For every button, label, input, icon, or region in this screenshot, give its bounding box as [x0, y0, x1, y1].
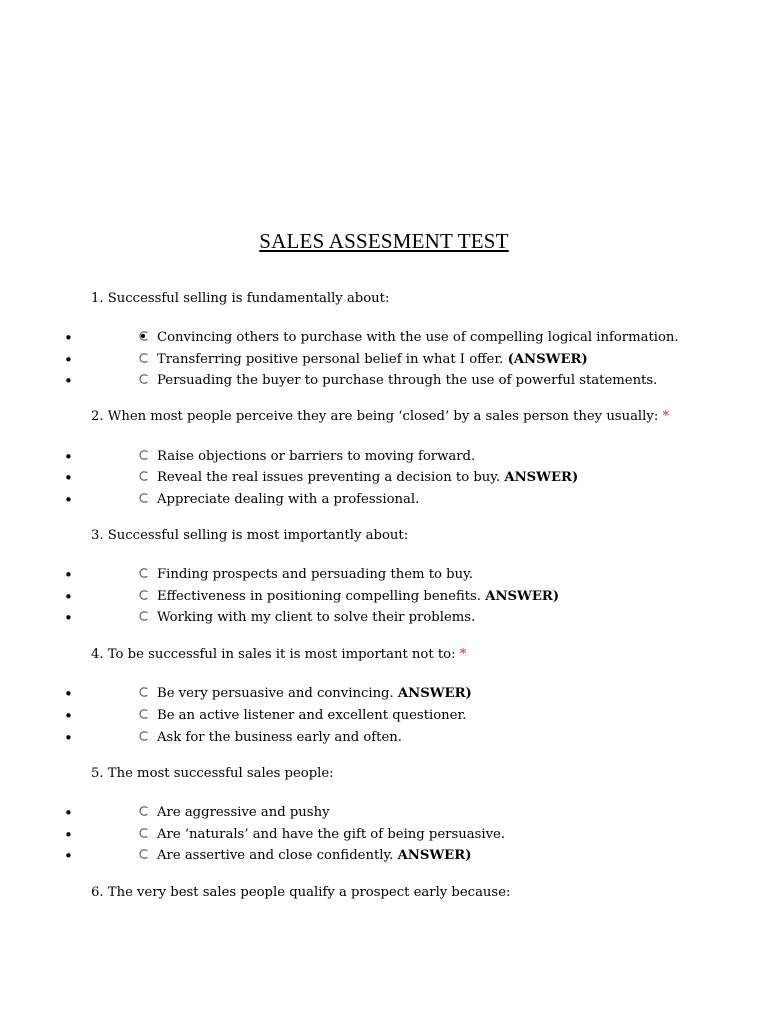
radio-icon[interactable]	[137, 373, 147, 383]
bullet-icon: •	[64, 351, 73, 369]
option-row	[0, 686, 768, 706]
option-row	[0, 848, 768, 868]
question-text: 6. The very best sales people qualify a prospect early because:	[91, 885, 511, 900]
option-label	[157, 470, 578, 485]
option-text: Are assertive and close confidently.	[157, 848, 394, 863]
question-text: 4. To be successful in sales it is most important not to:	[91, 647, 456, 662]
question-4	[91, 647, 466, 662]
option-label	[157, 610, 475, 625]
option-row	[0, 449, 768, 469]
bullet-icon: •	[64, 448, 73, 466]
question-text: 1. Successful selling is fundamentally about:	[91, 291, 390, 306]
question-text: 2. When most people perceive they are being ‘closed’ by a sales person they usually:	[91, 409, 659, 424]
option-label	[157, 686, 472, 701]
radio-icon[interactable]	[137, 470, 147, 480]
option-label	[157, 330, 679, 345]
option-text: Appreciate dealing with a professional.	[157, 492, 420, 507]
option-label	[157, 352, 588, 367]
option-label	[157, 708, 467, 723]
radio-icon[interactable]	[137, 686, 147, 696]
option-label	[157, 492, 419, 507]
bullet-icon: •	[64, 469, 73, 487]
radio-icon[interactable]	[137, 492, 147, 502]
bullet-icon: •	[64, 566, 73, 584]
option-label	[157, 805, 330, 820]
option-text: Raise objections or barriers to moving forward.	[157, 449, 476, 464]
option-row	[0, 730, 768, 750]
bullet-icon: •	[64, 372, 73, 390]
radio-icon[interactable]	[137, 449, 147, 459]
option-text: Transferring positive personal belief in what I offer.	[157, 352, 504, 367]
bullet-icon: •	[64, 804, 73, 822]
option-label	[157, 589, 559, 604]
option-label	[157, 449, 475, 464]
option-row	[0, 330, 768, 350]
radio-icon[interactable]	[137, 589, 147, 599]
option-text: Effectiveness in positioning compelling benefits.	[157, 589, 482, 604]
option-row	[0, 352, 768, 372]
required-marker: *	[662, 409, 670, 424]
option-text: Reveal the real issues preventing a decision to buy.	[157, 470, 501, 485]
bullet-icon: •	[64, 588, 73, 606]
radio-icon[interactable]	[137, 567, 147, 577]
answer-marker: ANSWER)	[397, 848, 472, 863]
bullet-icon: •	[64, 685, 73, 703]
option-text: Working with my client to solve their problems.	[157, 610, 476, 625]
option-text: Convincing others to purchase with the use of compelling logical information.	[157, 330, 679, 345]
radio-icon[interactable]	[137, 805, 147, 815]
option-label	[157, 827, 505, 842]
option-row	[0, 589, 768, 609]
option-row	[0, 805, 768, 825]
option-row	[0, 827, 768, 847]
answer-marker: (ANSWER)	[507, 352, 588, 367]
question-text: 3. Successful selling is most importantly about:	[91, 528, 409, 543]
option-text: Be very persuasive and convincing.	[157, 686, 394, 701]
bullet-icon: •	[64, 729, 73, 747]
option-text: Finding prospects and persuading them to buy.	[157, 567, 473, 582]
radio-icon[interactable]	[137, 610, 147, 620]
option-text: Ask for the business early and often.	[157, 730, 402, 745]
option-text: Are ‘naturals’ and have the gift of being persuasive.	[157, 827, 506, 842]
answer-marker: ANSWER)	[485, 589, 560, 604]
question-text: 5. The most successful sales people:	[91, 766, 334, 781]
bullet-icon: •	[64, 491, 73, 509]
option-label	[157, 730, 402, 745]
answer-marker: ANSWER)	[397, 686, 472, 701]
question-3	[91, 528, 408, 543]
bullet-icon: •	[64, 609, 73, 627]
option-label	[157, 848, 471, 863]
radio-icon[interactable]	[137, 827, 147, 837]
option-row	[0, 470, 768, 490]
option-text: Be an active listener and excellent questioner.	[157, 708, 467, 723]
page-title: SALES ASSESMENT TEST	[259, 229, 509, 253]
question-2	[91, 409, 669, 424]
radio-selected-icon[interactable]	[137, 330, 147, 340]
option-row	[0, 708, 768, 728]
radio-icon[interactable]	[137, 730, 147, 740]
question-6	[91, 885, 510, 900]
radio-icon[interactable]	[137, 848, 147, 858]
option-text: Persuading the buyer to purchase through the use of powerful statements.	[157, 373, 658, 388]
required-marker: *	[459, 647, 467, 662]
bullet-icon: •	[64, 707, 73, 725]
option-text: Are aggressive and pushy	[157, 805, 330, 820]
bullet-icon: •	[64, 826, 73, 844]
radio-icon[interactable]	[137, 708, 147, 718]
answer-marker: ANSWER)	[504, 470, 579, 485]
option-row	[0, 567, 768, 587]
option-row	[0, 610, 768, 630]
option-row	[0, 373, 768, 393]
option-row	[0, 492, 768, 512]
option-label	[157, 373, 657, 388]
radio-icon[interactable]	[137, 352, 147, 362]
question-5	[91, 766, 334, 781]
bullet-icon: •	[64, 847, 73, 865]
bullet-icon: •	[64, 329, 73, 347]
question-1	[91, 291, 389, 306]
option-label	[157, 567, 473, 582]
